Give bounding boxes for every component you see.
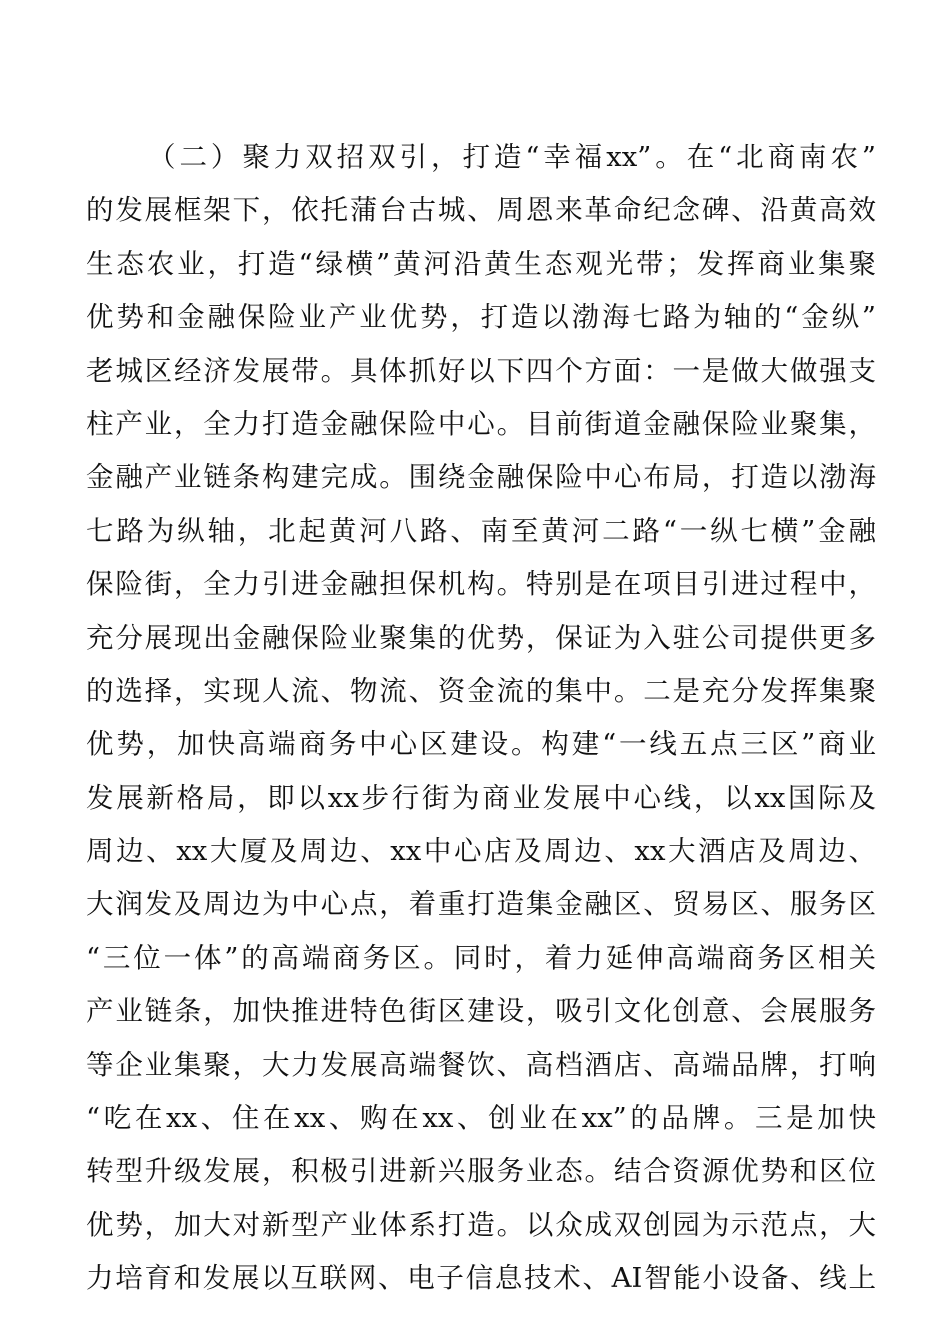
paragraph-line: 金融产业链条构建完成。围绕金融保险中心布局，打造以渤海 xyxy=(86,461,876,494)
paragraph-line: 优势，加快高端商务中心区建设。构建“一线五点三区”商业 xyxy=(86,728,876,761)
paragraph-line: 优势和金融保险业产业优势，打造以渤海七路为轴的“金纵” xyxy=(86,301,876,334)
paragraph-line: 七路为纵轴，北起黄河八路、南至黄河二路“一纵七横”金融 xyxy=(86,514,876,547)
body-paragraph xyxy=(86,131,876,1306)
paragraph-line: 产业链条，加快推进特色街区建设，吸引文化创意、会展服务 xyxy=(86,995,876,1028)
paragraph-line: 的选择，实现人流、物流、资金流的集中。二是充分发挥集聚 xyxy=(86,674,876,707)
paragraph-line: 柱产业，全力打造金融保险中心。目前街道金融保险业聚集， xyxy=(86,407,876,440)
paragraph-line: 周边、xx大厦及周边、xx中心店及周边、xx大酒店及周边、 xyxy=(86,835,876,868)
paragraph-line: “三位一体”的高端商务区。同时，着力延伸高端商务区相关 xyxy=(86,941,876,974)
paragraph-line: 优势，加大对新型产业体系打造。以众成双创园为示范点，大 xyxy=(86,1208,876,1241)
paragraph-line: 大润发及周边为中心点，着重打造集金融区、贸易区、服务区 xyxy=(86,888,876,921)
paragraph-line: 生态农业，打造“绿横”黄河沿黄生态观光带；发挥商业集聚 xyxy=(86,247,876,280)
paragraph-line: （二）聚力双招双引，打造“幸福xx”。在“北商南农” xyxy=(148,141,876,173)
paragraph-line: 充分展现出金融保险业聚集的优势，保证为入驻公司提供更多 xyxy=(86,621,876,654)
paragraph-line: “吃在xx、住在xx、购在xx、创业在xx”的品牌。三是加快 xyxy=(86,1102,876,1135)
paragraph-line: 等企业集聚，大力发展高端餐饮、高档酒店、高端品牌，打响 xyxy=(86,1048,876,1081)
paragraph-line: 老城区经济发展带。具体抓好以下四个方面：一是做大做强支 xyxy=(86,354,876,387)
paragraph-line: 发展新格局，即以xx步行街为商业发展中心线，以xx国际及 xyxy=(86,781,876,814)
paragraph-line: 力培育和发展以互联网、电子信息技术、AI智能小设备、线上 xyxy=(86,1262,876,1295)
paragraph-line: 转型升级发展，积极引进新兴服务业态。结合资源优势和区位 xyxy=(86,1155,876,1188)
paragraph-line: 保险街，全力引进金融担保机构。特别是在项目引进过程中， xyxy=(86,568,876,601)
paragraph-line: 的发展框架下，依托蒲台古城、周恩来革命纪念碑、沿黄高效 xyxy=(86,194,876,227)
